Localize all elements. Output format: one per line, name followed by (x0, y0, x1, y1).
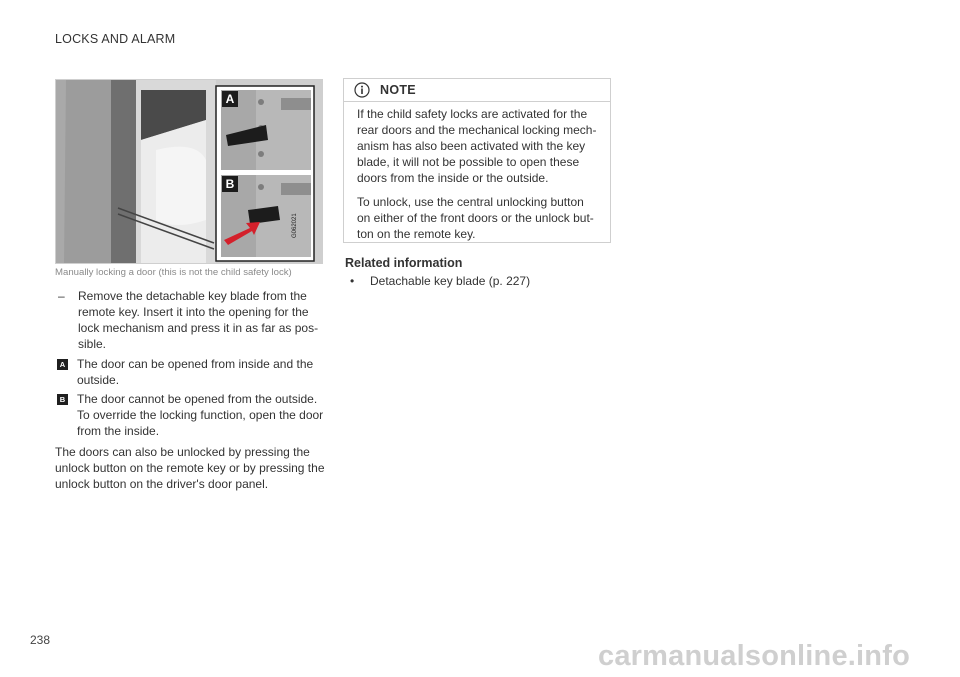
note-paragraph: To unlock, use the central unlocking button on either of the front doors or the unlock but-ton on the remote key. (357, 195, 594, 241)
image-code: G062021 (292, 213, 298, 238)
instruction-step (58, 288, 320, 352)
callout-b: B (225, 177, 235, 191)
item-b-text: The door cannot be opened from the outside. To override the locking function, open the door from the inside. (77, 392, 324, 438)
page-number: 238 (30, 633, 51, 647)
step-text: Remove the detachable key blade from the remote key. Insert it into the opening for the lock mechanism and press it in as far as pos-sible. (78, 289, 319, 351)
unlock-paragraph: The doors can also be unlocked by pressing the unlock button on the remote key or by pressing the unlock button on the driver's door panel. (55, 445, 325, 491)
badge-a: A (57, 359, 68, 370)
callout-a: A (225, 92, 235, 106)
step-dash: – (58, 289, 65, 303)
watermark: carmanualsonline.info (598, 640, 910, 672)
info-icon (354, 82, 370, 103)
item-a (55, 356, 325, 388)
figure-caption: Manually locking a door (this is not the child safety lock) (55, 267, 292, 278)
related-link[interactable]: Detachable key blade (p. 227) (370, 274, 531, 288)
note-body (344, 102, 610, 242)
related-link-item[interactable] (350, 273, 530, 289)
item-a-text: The door can be opened from inside and the outside. (77, 357, 314, 387)
note-box (343, 78, 611, 243)
note-header (344, 79, 610, 102)
door-lock-illustration (55, 79, 323, 264)
note-paragraph: If the child safety locks are activated for the rear doors and the mechanical locking mech-anism has also been activated with the key blade, it will not be possible to open these doors from the inside or the outside. (357, 107, 597, 185)
section-title: LOCKS AND ALARM (55, 32, 176, 46)
bullet: • (350, 274, 355, 288)
item-b (55, 391, 325, 439)
badge-b: B (57, 394, 68, 405)
related-info-heading: Related information (345, 256, 463, 270)
note-title: NOTE (380, 83, 416, 97)
